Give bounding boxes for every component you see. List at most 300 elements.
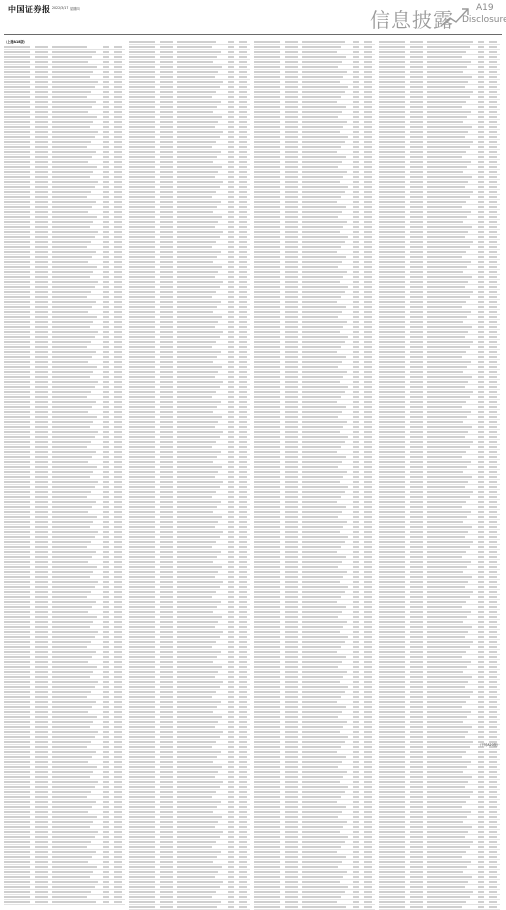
table-cell	[353, 895, 363, 898]
table-cell	[254, 455, 284, 458]
table-cell	[177, 405, 227, 408]
table-cell	[410, 635, 426, 638]
table-cell	[302, 725, 352, 728]
table-cell	[364, 565, 375, 568]
table-cell	[285, 475, 301, 478]
table-cell	[379, 305, 409, 308]
table-cell	[285, 455, 301, 458]
table-cell	[35, 630, 51, 633]
table-cell	[228, 290, 238, 293]
table-cell	[353, 440, 363, 443]
table-cell	[4, 680, 34, 683]
table-cell	[4, 330, 34, 333]
table-cell	[427, 675, 477, 678]
table-cell	[379, 230, 409, 233]
table-cell	[302, 845, 352, 848]
table-cell	[35, 860, 51, 863]
table-cell	[4, 260, 34, 263]
table-cell	[379, 345, 409, 348]
table-cell	[379, 365, 409, 368]
table-cell	[177, 540, 227, 543]
table-cell	[410, 360, 426, 363]
table-cell	[228, 400, 238, 403]
table-cell	[254, 430, 284, 433]
table-cell	[160, 275, 176, 278]
table-cell	[254, 185, 284, 188]
table-cell	[160, 550, 176, 553]
table-cell	[129, 510, 159, 513]
table-cell	[285, 865, 301, 868]
table-cell	[410, 235, 426, 238]
table-cell	[302, 305, 352, 308]
table-cell	[489, 525, 500, 528]
table-cell	[410, 820, 426, 823]
table-cell	[302, 400, 352, 403]
table-cell	[302, 385, 352, 388]
table-cell	[160, 145, 176, 148]
table-cell	[228, 250, 238, 253]
table-cell	[478, 840, 488, 843]
table-cell	[177, 605, 227, 608]
table-cell	[114, 250, 125, 253]
table-cell	[160, 395, 176, 398]
table-cell	[228, 335, 238, 338]
table-cell	[239, 430, 250, 433]
table-cell	[4, 590, 34, 593]
table-cell	[427, 265, 477, 268]
table-cell	[129, 670, 159, 673]
table-cell	[302, 40, 352, 43]
table-cell	[4, 560, 34, 563]
table-cell	[239, 220, 250, 223]
table-cell	[364, 850, 375, 853]
table-cell	[114, 315, 125, 318]
table-cell	[103, 105, 113, 108]
table-cell	[103, 115, 113, 118]
table-cell	[129, 345, 159, 348]
table-cell	[379, 650, 409, 653]
table-cell	[364, 665, 375, 668]
table-cell	[478, 545, 488, 548]
table-cell	[478, 530, 488, 533]
table-cell	[302, 660, 352, 663]
table-cell	[285, 145, 301, 148]
table-cell	[160, 300, 176, 303]
table-cell	[478, 150, 488, 153]
table-cell	[114, 750, 125, 753]
table-cell	[239, 675, 250, 678]
table-cell	[302, 70, 352, 73]
table-cell	[228, 720, 238, 723]
table-cell	[228, 545, 238, 548]
table-cell	[177, 585, 227, 588]
table-cell	[177, 620, 227, 623]
table-cell	[4, 525, 34, 528]
table-cell	[4, 860, 34, 863]
table-cell	[410, 435, 426, 438]
table-cell	[285, 200, 301, 203]
table-cell	[353, 280, 363, 283]
table-cell	[489, 205, 500, 208]
table-cell	[427, 595, 477, 598]
table-cell	[52, 555, 102, 558]
table-cell	[364, 435, 375, 438]
table-cell	[478, 540, 488, 543]
table-cell	[35, 665, 51, 668]
table-cell	[35, 115, 51, 118]
table-cell	[285, 810, 301, 813]
table-cell	[103, 245, 113, 248]
table-cell	[353, 575, 363, 578]
table-cell	[52, 240, 102, 243]
table-cell	[410, 245, 426, 248]
table-cell	[228, 45, 238, 48]
table-cell	[52, 195, 102, 198]
table-cell	[353, 825, 363, 828]
table-cell	[177, 205, 227, 208]
table-cell	[129, 565, 159, 568]
table-cell	[4, 210, 34, 213]
table-cell	[379, 335, 409, 338]
listing-rows	[379, 40, 500, 910]
table-cell	[302, 545, 352, 548]
table-cell	[129, 610, 159, 613]
table-cell	[478, 405, 488, 408]
table-cell	[254, 345, 284, 348]
table-cell	[478, 525, 488, 528]
table-cell	[427, 195, 477, 198]
table-cell	[489, 680, 500, 683]
table-cell	[364, 145, 375, 148]
table-cell	[177, 175, 227, 178]
table-cell	[35, 515, 51, 518]
table-cell	[364, 345, 375, 348]
table-cell	[177, 380, 227, 383]
table-cell	[160, 295, 176, 298]
table-cell	[52, 875, 102, 878]
table-cell	[364, 360, 375, 363]
table-cell	[364, 880, 375, 883]
table-cell	[364, 855, 375, 858]
listing-column-3	[254, 40, 375, 740]
table-cell	[129, 110, 159, 113]
table-cell	[114, 505, 125, 508]
table-cell	[364, 310, 375, 313]
table-cell	[160, 790, 176, 793]
table-cell	[52, 305, 102, 308]
table-cell	[177, 840, 227, 843]
table-cell	[302, 50, 352, 53]
table-cell	[353, 645, 363, 648]
table-cell	[177, 435, 227, 438]
table-cell	[302, 690, 352, 693]
table-cell	[52, 815, 102, 818]
table-cell	[35, 55, 51, 58]
table-cell	[410, 790, 426, 793]
table-cell	[177, 65, 227, 68]
table-cell	[364, 895, 375, 898]
table-cell	[489, 270, 500, 273]
table-cell	[239, 885, 250, 888]
table-cell	[129, 645, 159, 648]
table-cell	[4, 295, 34, 298]
table-cell	[103, 890, 113, 893]
table-cell	[177, 810, 227, 813]
table-cell	[427, 615, 477, 618]
table-cell	[239, 770, 250, 773]
table-cell	[239, 170, 250, 173]
table-cell	[489, 750, 500, 753]
table-cell	[364, 465, 375, 468]
table-cell	[114, 395, 125, 398]
table-cell	[129, 195, 159, 198]
table-cell	[353, 830, 363, 833]
table-cell	[35, 705, 51, 708]
table-cell	[364, 735, 375, 738]
table-row	[4, 745, 125, 750]
table-cell	[254, 375, 284, 378]
table-cell	[103, 100, 113, 103]
table-cell	[4, 315, 34, 318]
table-cell	[103, 560, 113, 563]
table-cell	[129, 715, 159, 718]
table-cell	[129, 825, 159, 828]
table-cell	[427, 605, 477, 608]
table-cell	[254, 895, 284, 898]
table-cell	[410, 130, 426, 133]
table-cell	[35, 340, 51, 343]
table-cell	[285, 205, 301, 208]
table-cell	[177, 375, 227, 378]
table-cell	[410, 455, 426, 458]
table-cell	[489, 415, 500, 418]
table-cell	[239, 335, 250, 338]
table-cell	[353, 450, 363, 453]
table-cell	[52, 860, 102, 863]
table-cell	[114, 620, 125, 623]
table-cell	[254, 580, 284, 583]
table-cell	[35, 825, 51, 828]
table-cell	[52, 215, 102, 218]
table-cell	[353, 765, 363, 768]
table-cell	[177, 775, 227, 778]
table-cell	[427, 105, 477, 108]
table-cell	[478, 460, 488, 463]
table-cell	[35, 570, 51, 573]
table-cell	[478, 580, 488, 583]
table-cell	[160, 160, 176, 163]
table-cell	[4, 725, 34, 728]
table-cell	[364, 520, 375, 523]
table-cell	[427, 135, 477, 138]
table-cell	[177, 130, 227, 133]
table-cell	[353, 420, 363, 423]
table-cell	[285, 870, 301, 873]
table-cell	[353, 505, 363, 508]
table-cell	[364, 610, 375, 613]
table-cell	[228, 280, 238, 283]
table-cell	[489, 115, 500, 118]
table-cell	[353, 855, 363, 858]
table-cell	[228, 115, 238, 118]
table-cell	[177, 665, 227, 668]
table-cell	[478, 675, 488, 678]
table-cell	[239, 710, 250, 713]
table-cell	[114, 775, 125, 778]
table-cell	[353, 685, 363, 688]
table-cell	[353, 810, 363, 813]
table-cell	[129, 770, 159, 773]
table-cell	[35, 880, 51, 883]
table-cell	[114, 435, 125, 438]
table-cell	[4, 545, 34, 548]
table-cell	[254, 445, 284, 448]
table-cell	[239, 370, 250, 373]
table-cell	[160, 630, 176, 633]
table-cell	[379, 250, 409, 253]
table-cell	[427, 340, 477, 343]
table-cell	[129, 280, 159, 283]
table-cell	[103, 580, 113, 583]
table-cell	[103, 265, 113, 268]
table-cell	[35, 620, 51, 623]
table-cell	[52, 775, 102, 778]
table-cell	[177, 545, 227, 548]
table-cell	[489, 780, 500, 783]
table-cell	[114, 75, 125, 78]
table-cell	[302, 405, 352, 408]
table-cell	[228, 505, 238, 508]
table-cell	[353, 60, 363, 63]
table-cell	[103, 215, 113, 218]
table-cell	[114, 605, 125, 608]
table-cell	[129, 485, 159, 488]
table-cell	[4, 440, 34, 443]
table-cell	[379, 145, 409, 148]
table-cell	[364, 240, 375, 243]
table-cell	[410, 575, 426, 578]
table-cell	[114, 360, 125, 363]
table-cell	[4, 155, 34, 158]
table-cell	[254, 555, 284, 558]
table-cell	[103, 540, 113, 543]
table-cell	[4, 660, 34, 663]
table-cell	[379, 280, 409, 283]
table-cell	[52, 710, 102, 713]
table-cell	[160, 865, 176, 868]
table-cell	[103, 765, 113, 768]
table-cell	[228, 540, 238, 543]
table-cell	[228, 705, 238, 708]
table-cell	[353, 465, 363, 468]
table-cell	[364, 170, 375, 173]
table-cell	[410, 100, 426, 103]
table-cell	[177, 860, 227, 863]
table-cell	[239, 125, 250, 128]
table-cell	[302, 515, 352, 518]
table-cell	[239, 905, 250, 908]
table-cell	[379, 150, 409, 153]
table-cell	[129, 815, 159, 818]
table-cell	[35, 590, 51, 593]
table-cell	[478, 590, 488, 593]
table-cell	[353, 170, 363, 173]
table-cell	[103, 715, 113, 718]
table-cell	[228, 60, 238, 63]
table-cell	[285, 80, 301, 83]
table-cell	[103, 590, 113, 593]
table-cell	[52, 870, 102, 873]
table-cell	[103, 750, 113, 753]
table-cell	[254, 685, 284, 688]
table-cell	[379, 405, 409, 408]
table-cell	[35, 215, 51, 218]
table-cell	[478, 395, 488, 398]
table-cell	[478, 585, 488, 588]
table-cell	[364, 490, 375, 493]
table-cell	[254, 200, 284, 203]
table-cell	[410, 385, 426, 388]
table-cell	[103, 425, 113, 428]
table-cell	[489, 485, 500, 488]
table-cell	[285, 665, 301, 668]
table-cell	[160, 380, 176, 383]
table-cell	[160, 315, 176, 318]
table-cell	[35, 270, 51, 273]
table-cell	[160, 555, 176, 558]
table-cell	[478, 470, 488, 473]
table-cell	[353, 295, 363, 298]
table-cell	[302, 520, 352, 523]
table-cell	[52, 535, 102, 538]
table-cell	[364, 140, 375, 143]
table-cell	[489, 370, 500, 373]
table-cell	[103, 270, 113, 273]
table-cell	[427, 620, 477, 623]
table-cell	[4, 670, 34, 673]
table-cell	[35, 445, 51, 448]
table-cell	[228, 685, 238, 688]
table-cell	[489, 355, 500, 358]
table-cell	[364, 760, 375, 763]
table-cell	[254, 660, 284, 663]
table-cell	[489, 210, 500, 213]
table-cell	[103, 585, 113, 588]
table-cell	[302, 760, 352, 763]
table-cell	[114, 670, 125, 673]
table-cell	[254, 230, 284, 233]
table-cell	[4, 575, 34, 578]
table-cell	[52, 845, 102, 848]
table-cell	[114, 525, 125, 528]
table-cell	[427, 635, 477, 638]
table-cell	[52, 590, 102, 593]
table-cell	[239, 755, 250, 758]
table-cell	[177, 705, 227, 708]
table-cell	[427, 790, 477, 793]
table-cell	[379, 845, 409, 848]
table-cell	[228, 315, 238, 318]
table-cell	[52, 695, 102, 698]
table-cell	[4, 220, 34, 223]
table-cell	[35, 745, 51, 748]
table-cell	[489, 550, 500, 553]
table-cell	[160, 530, 176, 533]
table-cell	[379, 45, 409, 48]
table-cell	[52, 685, 102, 688]
table-cell	[35, 195, 51, 198]
table-cell	[4, 305, 34, 308]
